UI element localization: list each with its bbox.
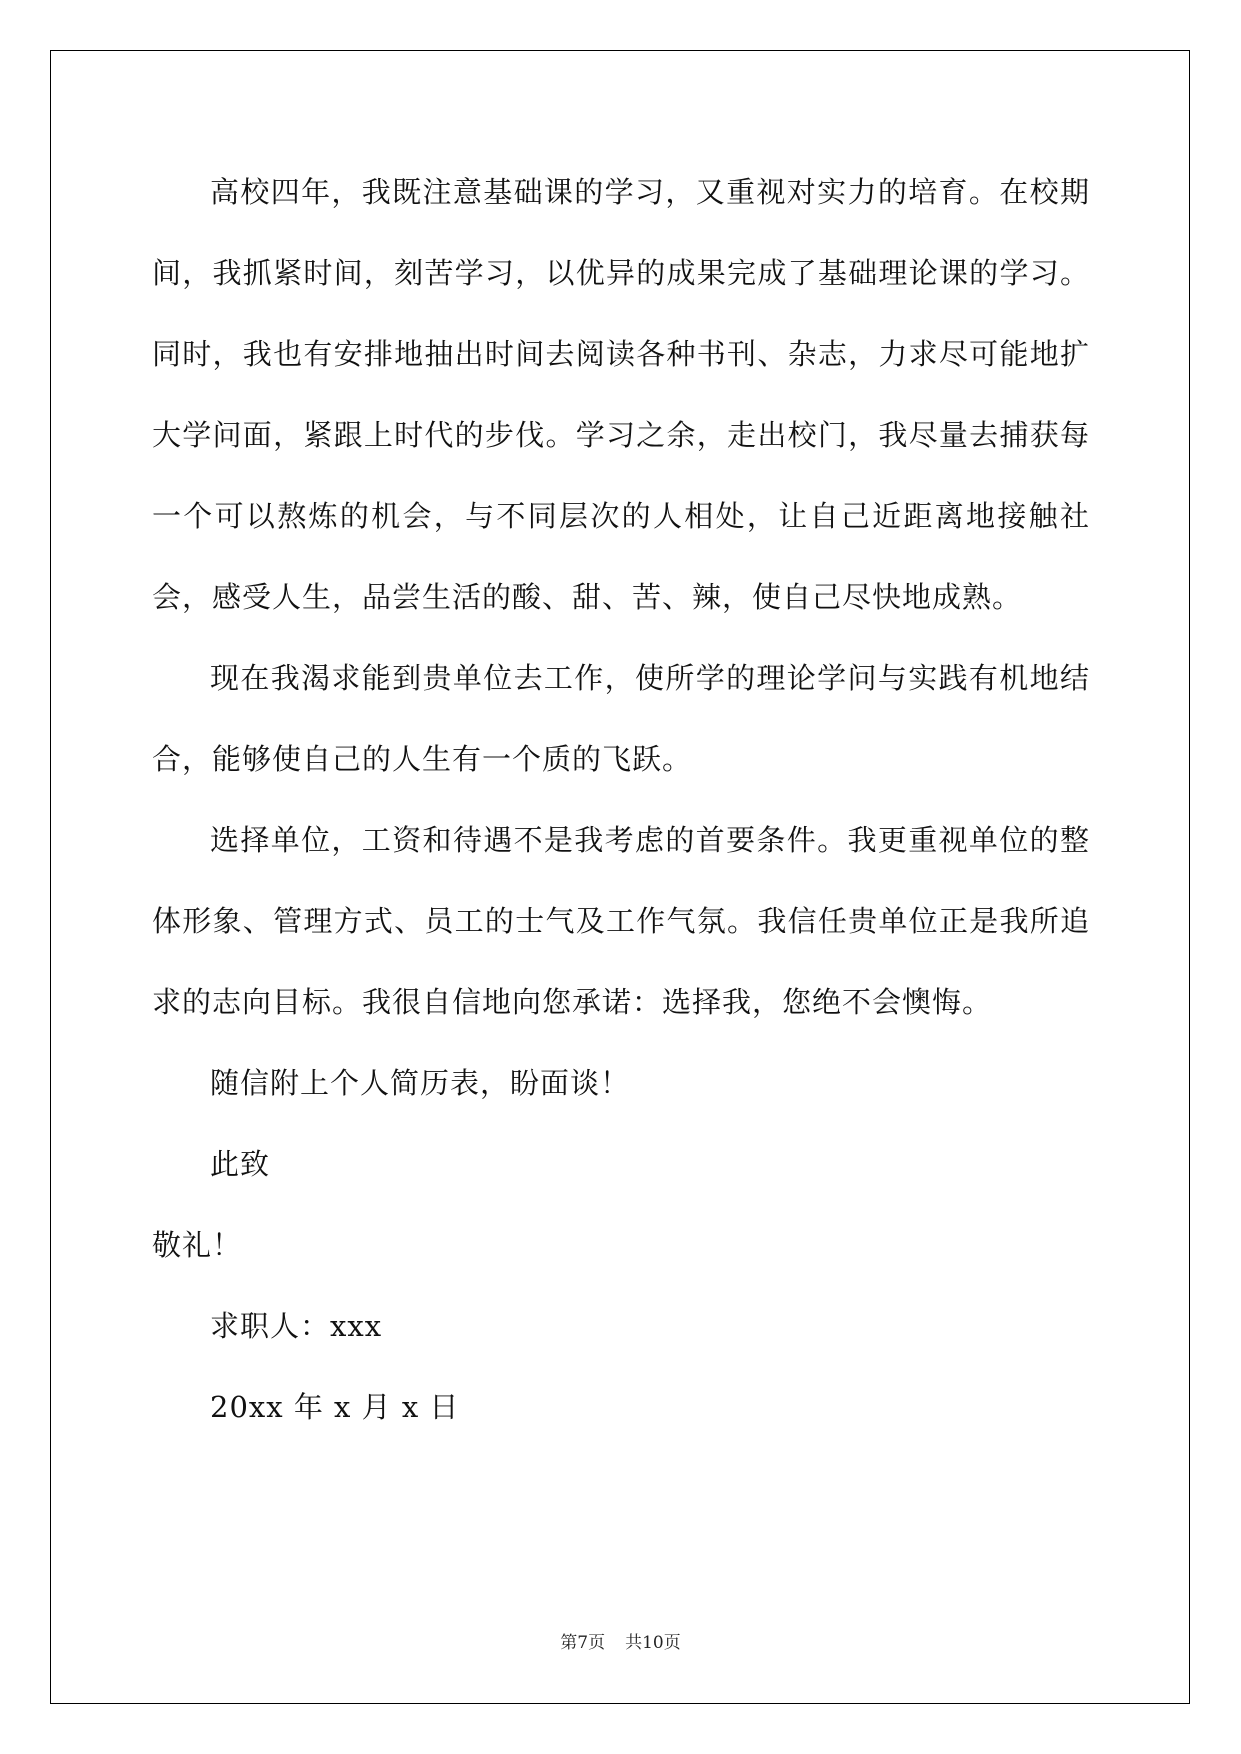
paragraph-aspiration: 现在我渴求能到贵单位去工作，使所学的理论学问与实践有机地结合，能够使自己的人生有一个质的飞跃。	[152, 661, 1090, 776]
closing-regards: 敬礼！	[152, 1228, 243, 1262]
signature-applicant: 求职人：xxx	[210, 1309, 383, 1343]
page-number: 第7页	[560, 1633, 606, 1653]
paragraph-choice: 选择单位，工资和待遇不是我考虑的首要条件。我更重视单位的整体形象、管理方式、员工的士气及工作气氛。我信任贵单位正是我所追求的志向目标。我很自信地向您承诺：选择我，您绝不会懊悔。	[152, 823, 1090, 1019]
letter-body	[152, 152, 1090, 1448]
page-footer	[0, 1628, 1241, 1653]
paragraph-attachment: 随信附上个人简历表，盼面谈！	[210, 1066, 631, 1100]
page-total: 共10页	[625, 1633, 681, 1653]
closing-salutation: 此致	[210, 1147, 271, 1181]
paragraph-study: 高校四年，我既注意基础课的学习，又重视对实力的培育。在校期间，我抓紧时间，刻苦学习，以优异的成果完成了基础理论课的学习。同时，我也有安排地抽出时间去阅读各种书刊、杂志，力求尽可能地扩大学问面，紧跟上时代的步伐。学习之余，走出校门，我尽量去捕获每一个可以熬炼的机会，与不同层次的人相处，让自己近距离地接触社会，感受人生，品尝生活的酸、甜、苦、辣，使自己尽快地成熟。	[152, 175, 1090, 614]
signature-date: 20xx 年 x 月 x 日	[210, 1390, 460, 1424]
